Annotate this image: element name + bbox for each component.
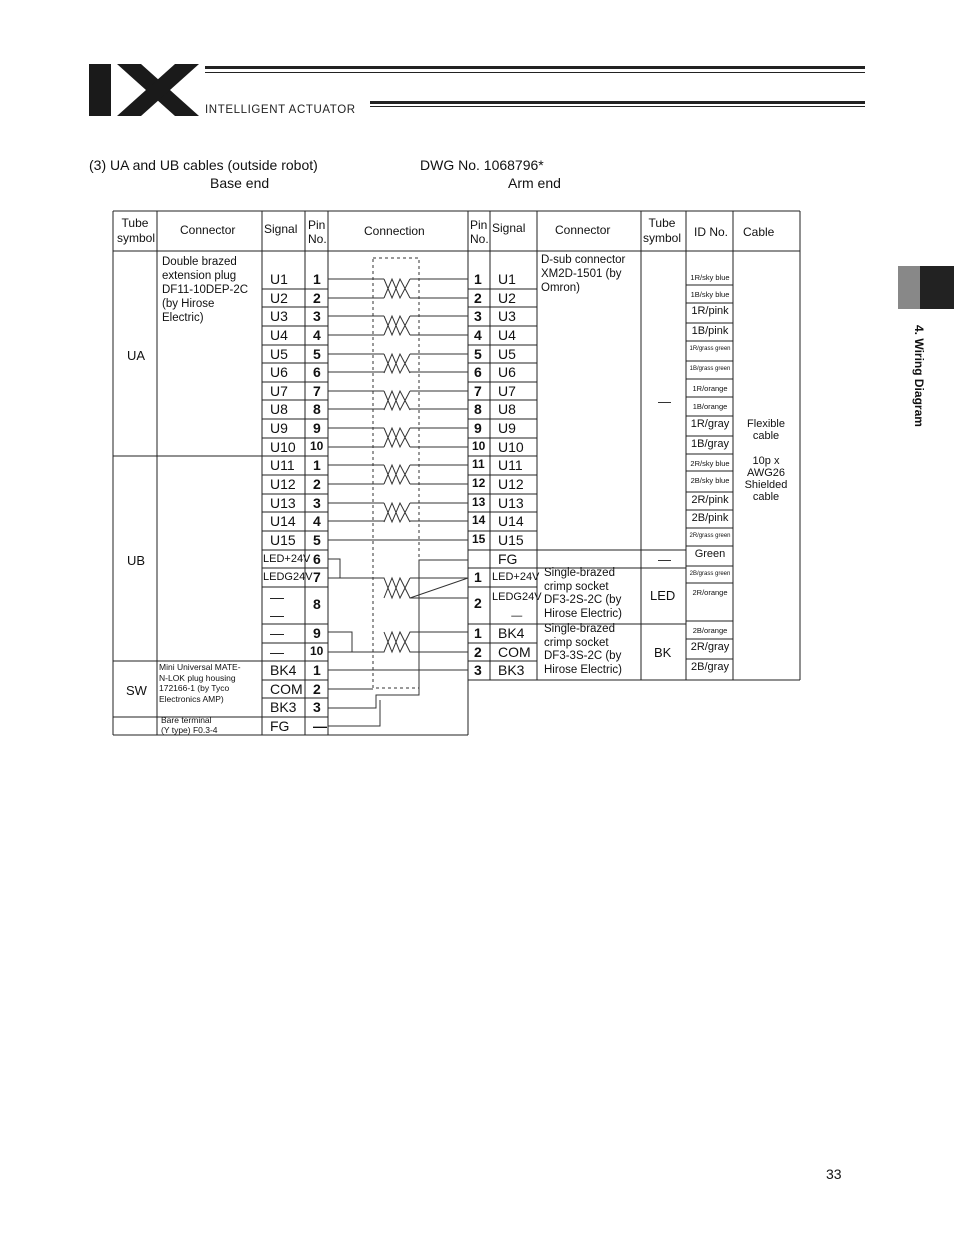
base-pin-20: 10: [310, 644, 324, 658]
base-pin-10: 10: [310, 439, 324, 453]
base-signal-22: COM: [270, 681, 303, 697]
base-signal-13: U13: [270, 495, 296, 511]
cable-line-5: Shielded: [744, 479, 788, 491]
arm-signal-10: U10: [498, 439, 524, 455]
base-pin-23: 3: [313, 699, 321, 715]
connector-bk: Single-brazed crimp socket DF3-3S-2C (by Hirose Electric): [544, 623, 622, 676]
id-number-16: Green: [694, 548, 726, 560]
id-number-10: 1B/gray: [691, 438, 729, 450]
base-signal-8: U8: [270, 401, 288, 417]
id-number-11: 2R/sky blue: [690, 459, 730, 468]
base-pin-1: 1: [313, 271, 321, 287]
arm-signal-15: U15: [498, 532, 524, 548]
header-cable: Cable: [743, 225, 775, 239]
id-number-4: 1B/pink: [691, 325, 729, 337]
connector-dsub: D-sub connector XM2D-1501 (by Omron): [541, 254, 626, 294]
header-tube-symbol-base: Tube symbol: [117, 216, 156, 245]
arm-signal-21: BK3: [498, 662, 525, 678]
id-number-1: 1R/sky blue: [690, 273, 730, 282]
arm-signal-2: U2: [498, 290, 516, 306]
id-number-8: 1B/orange: [692, 402, 728, 411]
arm-pin-9: 9: [474, 420, 482, 436]
arm-signal-6: U6: [498, 364, 516, 380]
connector-sw: Mini Universal MATE- N-LOK plug housing 172166-1 (by Tyco Electronics AMP): [159, 662, 241, 704]
id-number-20: 2R/gray: [690, 641, 730, 653]
arm-signal-16: FG: [498, 551, 518, 567]
base-signal-7: U7: [270, 383, 288, 399]
arm-pin-17: 1: [474, 569, 482, 585]
connector-bare-terminal: Bare terminal (Y type) F0.3-4: [161, 715, 218, 735]
base-signal-18: — —: [270, 589, 284, 623]
id-number-7: 1R/orange: [692, 384, 728, 393]
cable-line-2: cable: [752, 430, 780, 442]
arm-signal-19: BK4: [498, 625, 525, 641]
id-number-15: 2R/grass green: [689, 533, 731, 539]
id-number-21: 2B/gray: [691, 661, 729, 673]
base-pin-11: 1: [313, 457, 321, 473]
arm-pin-12: 12: [472, 476, 486, 490]
base-signal-21: BK4: [270, 662, 297, 678]
arm-pin-14: 14: [472, 513, 486, 527]
arm-end-label: Arm end: [508, 175, 561, 191]
tube-ua: UA: [127, 348, 146, 363]
section-label: 4. Wiring Diagram: [912, 325, 926, 427]
base-signal-14: U14: [270, 513, 296, 529]
arm-signal-12: U12: [498, 476, 524, 492]
arm-pin-8: 8: [474, 401, 482, 417]
base-pin-7: 7: [313, 383, 321, 399]
header-connector-base: Connector: [180, 223, 236, 237]
arm-signal-14: U14: [498, 513, 524, 529]
base-signal-24: FG: [270, 718, 290, 734]
header-tube-symbol-arm: Tube symbol: [643, 216, 682, 245]
arm-signal-11: U11: [498, 457, 523, 473]
id-number-5: 1R/grass green: [689, 346, 731, 352]
base-signal-19: —: [270, 625, 284, 641]
arm-pin-19: 1: [474, 625, 482, 641]
base-pin-17: 7: [313, 569, 321, 585]
section-title: (3) UA and UB cables (outside robot): [89, 157, 318, 173]
base-end-label: Base end: [210, 175, 270, 191]
base-pin-12: 2: [313, 476, 321, 492]
header-pin-base: Pin No.: [308, 218, 327, 246]
base-pin-13: 3: [313, 495, 321, 511]
base-pin-14: 4: [313, 513, 321, 529]
base-pin-16: 6: [313, 551, 321, 567]
id-number-2: 1B/sky blue: [690, 290, 730, 299]
arm-pin-5: 5: [474, 346, 482, 362]
base-pin-8: 8: [313, 401, 321, 417]
base-signal-3: U3: [270, 308, 288, 324]
cable-line-3: 10p x: [752, 455, 780, 467]
arm-pin-7: 7: [474, 383, 482, 399]
base-pin-9: 9: [313, 420, 321, 436]
arm-pin-4: 4: [474, 327, 482, 343]
tube-bk: BK: [654, 645, 672, 660]
arm-pin-20: 2: [474, 644, 482, 660]
arm-signal-20: COM: [498, 644, 531, 660]
base-signal-9: U9: [270, 420, 288, 436]
connector-led: Single-brazed crimp socket DF3-2S-2C (by Hirose Electric): [544, 567, 622, 620]
arm-signal-13: U13: [498, 495, 524, 511]
base-signal-16: LED+24V: [263, 553, 311, 565]
arm-pin-18: 2: [474, 595, 482, 611]
dwg-number: DWG No. 1068796*: [420, 157, 544, 173]
arm-signal-4: U4: [498, 327, 516, 343]
arm-pin-11: 11: [472, 457, 485, 471]
header-connector-arm: Connector: [555, 223, 611, 237]
arm-pin-2: 2: [474, 290, 482, 306]
base-pin-22: 2: [313, 681, 321, 697]
arm-signal-18: LEDG24V —: [492, 591, 542, 622]
connector-ua: Double brazed extension plug DF11-10DEP-2C (by Hirose Electric): [162, 256, 249, 324]
base-signal-5: U5: [270, 346, 288, 362]
base-pin-24: —: [313, 718, 327, 734]
header-signal-arm: Signal: [492, 221, 526, 235]
base-signal-23: BK3: [270, 699, 297, 715]
cable-description: [734, 418, 798, 503]
base-signal-1: U1: [270, 271, 288, 287]
brand-tagline: INTELLIGENT ACTUATOR: [205, 104, 356, 116]
base-pin-2: 2: [313, 290, 321, 306]
tube-fg: —: [658, 552, 671, 567]
base-pin-21: 1: [313, 662, 321, 678]
id-number-9: 1R/gray: [690, 418, 730, 430]
base-pin-15: 5: [313, 532, 321, 548]
base-pin-19: 9: [313, 625, 321, 641]
tube-dsub: —: [658, 394, 671, 409]
base-signal-2: U2: [270, 290, 288, 306]
header-signal-base: Signal: [264, 222, 298, 236]
arm-signal-5: U5: [498, 346, 516, 362]
id-number-18: 2R/orange: [692, 588, 728, 597]
arm-signal-1: U1: [498, 271, 516, 287]
id-number-19: 2B/orange: [692, 626, 728, 635]
base-signal-11: U11: [270, 457, 295, 473]
id-number-13: 2R/pink: [691, 494, 729, 506]
base-pin-6: 6: [313, 364, 321, 380]
arm-pin-6: 6: [474, 364, 482, 380]
base-pin-3: 3: [313, 308, 321, 324]
id-number-17: 2B/grass green: [689, 571, 731, 577]
arm-signal-9: U9: [498, 420, 516, 436]
arm-pin-21: 3: [474, 662, 482, 678]
arm-signal-8: U8: [498, 401, 516, 417]
header-id-no: ID No.: [694, 225, 729, 239]
tube-ub: UB: [127, 553, 146, 568]
cable-line-4: AWG26: [746, 467, 786, 479]
arm-signal-17: LED+24V: [492, 571, 540, 583]
id-number-3: 1R/pink: [691, 305, 729, 317]
cable-line-1: Flexible: [747, 418, 785, 430]
base-signal-20: —: [270, 644, 284, 660]
base-signal-10: U10: [270, 439, 296, 455]
base-signal-15: U15: [270, 532, 296, 548]
arm-pin-3: 3: [474, 308, 482, 324]
base-pin-5: 5: [313, 346, 321, 362]
tube-led: LED: [650, 588, 676, 603]
arm-signal-3: U3: [498, 308, 516, 324]
header-connection: Connection: [364, 224, 425, 238]
arm-pin-13: 13: [472, 495, 486, 509]
base-signal-6: U6: [270, 364, 288, 380]
id-number-12: 2B/sky blue: [690, 476, 730, 485]
id-number-6: 1B/grass green: [689, 366, 731, 372]
base-pin-18: 8: [313, 596, 321, 612]
cable-line-6: cable: [752, 491, 780, 503]
base-signal-12: U12: [270, 476, 296, 492]
arm-pin-15: 15: [472, 532, 486, 546]
arm-signal-7: U7: [498, 383, 516, 399]
base-signal-4: U4: [270, 327, 288, 343]
page-number: 33: [826, 1166, 842, 1182]
arm-pin-10: 10: [472, 439, 486, 453]
base-signal-17: LEDG24V: [263, 571, 313, 583]
arm-pin-1: 1: [474, 271, 482, 287]
id-number-14: 2B/pink: [691, 512, 729, 524]
tube-sw: SW: [126, 683, 147, 698]
base-pin-4: 4: [313, 327, 321, 343]
header-pin-arm: Pin No.: [470, 218, 489, 246]
